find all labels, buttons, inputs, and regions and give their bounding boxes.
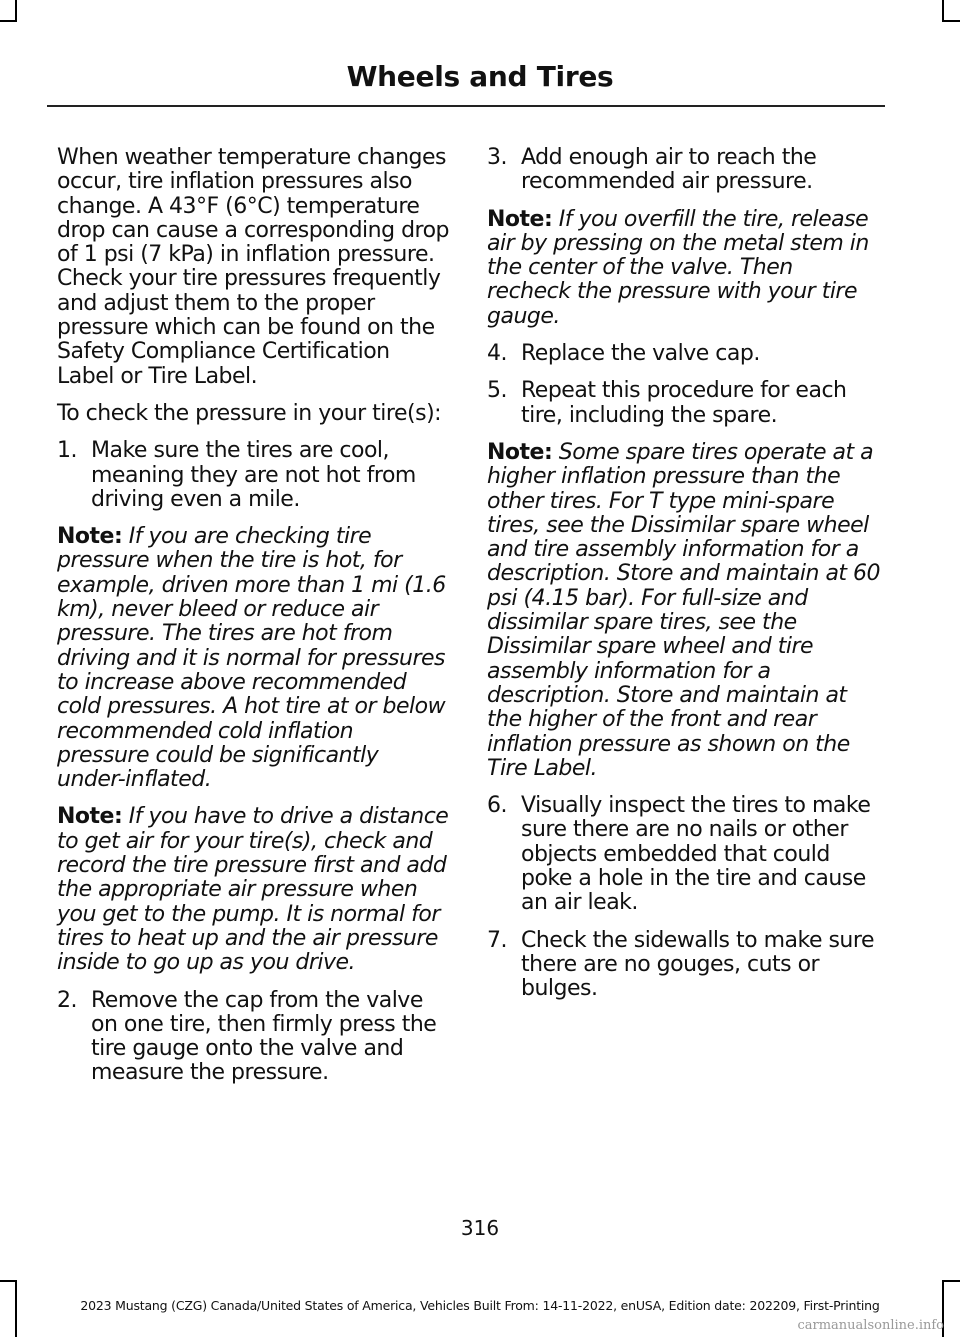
- note-text: If you have to drive a distance to get air for your tire(s), check and record the tire pressure first and add the appropriate air pressure when you get to the pump. It is normal for tires to heat up and the air pressure inside to go up as you drive.: [57, 804, 449, 976]
- left-column: [57, 146, 449, 1099]
- intro-paragraph: When weather temperature changes occur, tire inflation pressures also change. A 43°F (6°C) temperature drop can cause a corresponding drop of 1 psi (7 kPa) in inflation pressure. Check your tire pressures frequently and adjust them to the proper pressure which can be found on the Safety Compliance Certification Label or Tire Label.: [57, 145, 450, 389]
- page-number: 316: [460, 1216, 500, 1240]
- lead-paragraph: To check the pressure in your tire(s):: [57, 400, 442, 426]
- step-number: 2.: [57, 987, 77, 1013]
- step-text: Replace the valve cap.: [521, 341, 760, 367]
- step-7: [487, 929, 881, 1002]
- note-4: [487, 441, 881, 781]
- crop-mark: [15, 0, 17, 22]
- note-1: [57, 525, 449, 792]
- step-number: 6.: [487, 793, 507, 819]
- crop-mark: [0, 1280, 17, 1282]
- note-label: Note:: [487, 439, 553, 465]
- right-column: [487, 146, 881, 1015]
- note-label: Note:: [487, 206, 553, 232]
- step-number: 3.: [487, 145, 507, 170]
- step-4: [487, 342, 881, 366]
- step-text: Make sure the tires are cool, meaning they are not hot from driving even a mile.: [91, 438, 416, 512]
- note-label: Note:: [57, 524, 123, 550]
- step-text: Check the sidewalls to make sure there are no gouges, cuts or bulges.: [521, 927, 874, 1002]
- step-3: [487, 146, 881, 195]
- step-2: [57, 989, 449, 1086]
- step-number: 5.: [487, 378, 507, 404]
- page-title: Wheels and Tires: [346, 60, 614, 93]
- step-5: [487, 379, 881, 428]
- step-6: [487, 794, 881, 915]
- crop-mark: [942, 0, 944, 22]
- crop-mark: [942, 1280, 960, 1282]
- crop-mark: [942, 20, 960, 22]
- step-1: [57, 439, 449, 512]
- note-label: Note:: [57, 804, 123, 830]
- crop-mark: [0, 20, 17, 22]
- watermark: carmanualsonline.info: [797, 1318, 944, 1333]
- step-text: Repeat this procedure for each tire, including the spare.: [521, 378, 847, 428]
- step-text: Add enough air to reach the recommended air pressure.: [521, 145, 817, 195]
- step-number: 4.: [487, 341, 507, 367]
- header-divider: [47, 105, 885, 107]
- footer-edition-info: 2023 Mustang (CZG) Canada/United States of America, Vehicles Built From: 14-11-2022, enUSA, Edition date: 202209, First-Printing: [80, 1298, 880, 1313]
- note-text: If you are checking tire pressure when the tire is hot, for example, driven more than 1 mi (1.6 km), never bleed or reduce air pressure. The tires are hot from driving and it is normal for pressures to increase above recommended cold pressures. A hot tire at or below recommended cold inflation pressure could be significantly under-inflated.: [57, 524, 446, 793]
- note-text: Some spare tires operate at a higher inflation pressure than the other tires. For T type mini-spare tires, see the Dissimilar spare wheel and tire assembly information for a description. Store and maintain at 60 psi (4.15 bar). For full-size and dissimilar spare tires, see the Dissimilar spare wheel and tire assembly information for a description. Store and maintain at the higher of the front and rear inflation pressure as shown on the Tire Label.: [487, 439, 881, 781]
- note-2: [57, 805, 449, 975]
- note-3: [487, 208, 881, 329]
- step-text: Remove the cap from the valve on one tire, then firmly press the tire gauge onto the valve and measure the pressure.: [91, 987, 437, 1086]
- step-number: 7.: [487, 927, 507, 953]
- note-text: If you overfill the tire, release air by pressing on the metal stem in the center of the valve. Then recheck the pressure with your tire gauge.: [487, 206, 869, 329]
- step-text: Visually inspect the tires to make sure there are no nails or other objects embedded that could poke a hole in the tire and cause an air leak.: [521, 793, 871, 916]
- step-number: 1.: [57, 438, 77, 464]
